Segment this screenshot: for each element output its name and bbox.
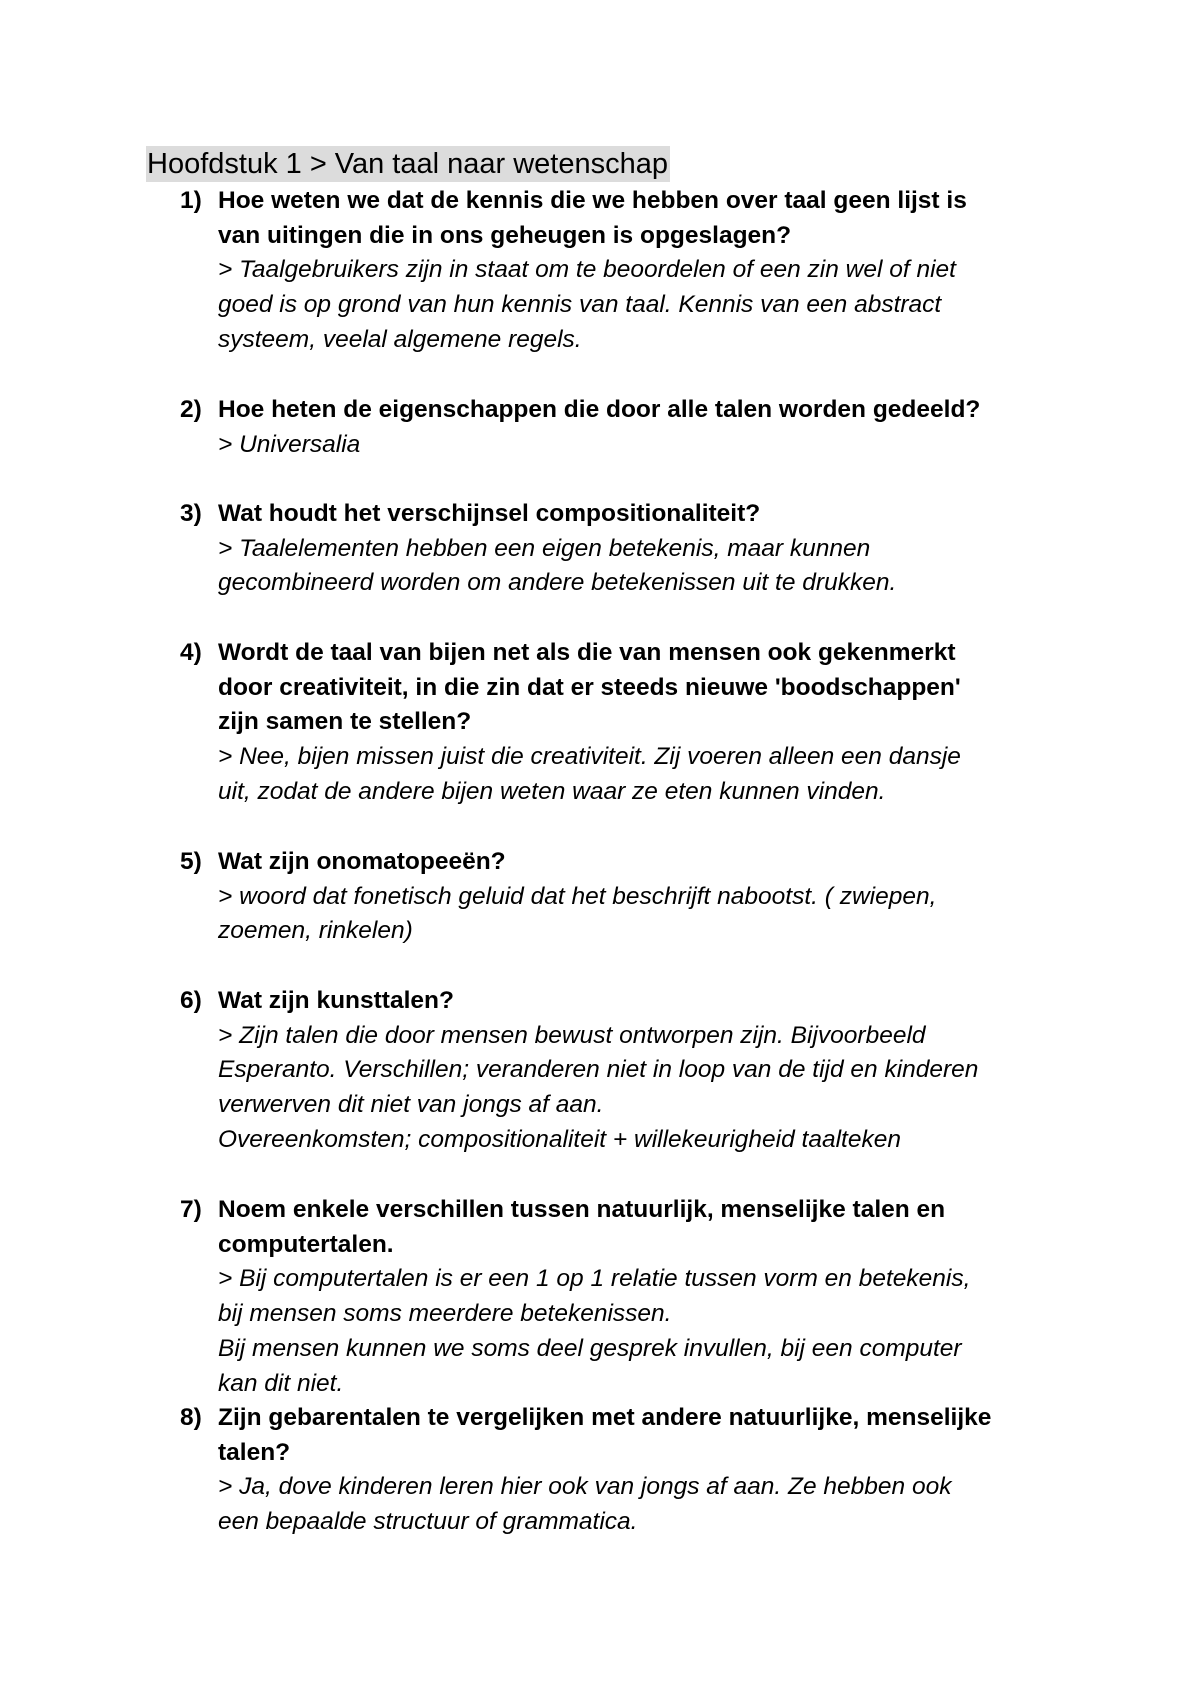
question-line: Hoe weten we dat de kennis die we hebben over taal geen lijst is <box>218 187 967 214</box>
answer-line: goed is op grond van hun kennis van taal. Kennis van een abstract <box>218 291 942 319</box>
item-number: 6) <box>180 987 202 1014</box>
item-number: 8) <box>180 1404 202 1431</box>
answer <box>218 880 1080 949</box>
item-number: 2) <box>180 396 202 423</box>
qa-item-8 <box>180 1401 1080 1540</box>
item-number: 4) <box>180 639 202 666</box>
item-number: 3) <box>180 500 202 527</box>
answer-line: verwerven dit niet van jongs af aan. <box>218 1091 604 1119</box>
answer <box>218 740 1080 809</box>
qa-item-1 <box>180 184 1080 358</box>
question-line: Wat zijn kunsttalen? <box>218 987 454 1014</box>
answer-line: zoemen, rinkelen) <box>218 917 413 945</box>
qa-item-3 <box>180 497 1080 601</box>
question-line: Wat zijn onomatopeeën? <box>218 848 506 875</box>
answer-line: bij mensen soms meerdere betekenissen. <box>218 1300 672 1328</box>
item-number: 5) <box>180 848 202 875</box>
answer-line: > Universalia <box>218 430 361 458</box>
answer <box>218 532 1080 601</box>
answer-line: > Ja, dove kinderen leren hier ook van jongs af aan. Ze hebben ook <box>218 1473 952 1501</box>
answer-line: een bepaalde structuur of grammatica. <box>218 1508 638 1536</box>
answer-line: Overeenkomsten; compositionaliteit + willekeurigheid taalteken <box>218 1125 901 1153</box>
answer-line: gecombineerd worden om andere betekenissen uit te drukken. <box>218 569 897 597</box>
qa-item-7 <box>180 1193 1080 1401</box>
question-line: talen? <box>218 1438 291 1466</box>
question-line: Hoe heten de eigenschappen die door alle talen worden gedeeld? <box>218 396 981 423</box>
answer <box>218 1262 1080 1401</box>
qa-item-2 <box>180 393 1080 462</box>
item-number: 1) <box>180 187 202 214</box>
question <box>218 393 1080 428</box>
question <box>218 984 1080 1019</box>
answer <box>218 253 1080 357</box>
question <box>218 1401 1080 1470</box>
answer-line: > Zijn talen die door mensen bewust ontworpen zijn. Bijvoorbeeld <box>218 1021 926 1049</box>
question-line: Wat houdt het verschijnsel compositionaliteit? <box>218 500 761 527</box>
chapter-heading: Hoofdstuk 1 > Van taal naar wetenschap <box>147 148 668 180</box>
question-line: Zijn gebarentalen te vergelijken met andere natuurlijke, menselijke <box>218 1404 992 1431</box>
question <box>218 184 1080 253</box>
question-line: computertalen. <box>218 1230 394 1258</box>
question <box>218 497 1080 532</box>
answer-line: uit, zodat de andere bijen weten waar ze eten kunnen vinden. <box>218 777 886 805</box>
qa-item-6 <box>180 984 1080 1158</box>
question-line: Noem enkele verschillen tussen natuurlijk, menselijke talen en <box>218 1196 946 1223</box>
question-line: door creativiteit, in die zin dat er steeds nieuwe 'boodschappen' <box>218 673 961 701</box>
answer-line: kan dit niet. <box>218 1369 344 1397</box>
question <box>218 1193 1080 1262</box>
answer <box>218 1019 1080 1158</box>
question <box>218 636 1080 740</box>
answer-line: Bij mensen kunnen we soms deel gesprek invullen, bij een computer <box>218 1334 962 1362</box>
answer-line: > Taalelementen hebben een eigen betekenis, maar kunnen <box>218 534 871 562</box>
answer-line: Esperanto. Verschillen; veranderen niet in loop van de tijd en kinderen <box>218 1056 979 1084</box>
answer <box>218 1470 1080 1539</box>
qa-item-4 <box>180 636 1080 810</box>
question <box>218 845 1080 880</box>
question-line: Wordt de taal van bijen net als die van mensen ook gekenmerkt <box>218 639 956 666</box>
question-line: van uitingen die in ons geheugen is opgeslagen? <box>218 221 792 249</box>
answer-line: systeem, veelal algemene regels. <box>218 325 582 353</box>
answer <box>218 428 1080 463</box>
qa-item-5 <box>180 845 1080 949</box>
question-line: zijn samen te stellen? <box>218 708 472 736</box>
answer-line: > Bij computertalen is er een 1 op 1 relatie tussen vorm en betekenis, <box>218 1265 971 1293</box>
item-number: 7) <box>180 1196 202 1223</box>
answer-line: > woord dat fonetisch geluid dat het beschrijft nabootst. ( zwiepen, <box>218 882 937 910</box>
answer-line: > Taalgebruikers zijn in staat om te beoordelen of een zin wel of niet <box>218 256 956 284</box>
answer-line: > Nee, bijen missen juist die creativiteit. Zij voeren alleen een dansje <box>218 743 961 771</box>
